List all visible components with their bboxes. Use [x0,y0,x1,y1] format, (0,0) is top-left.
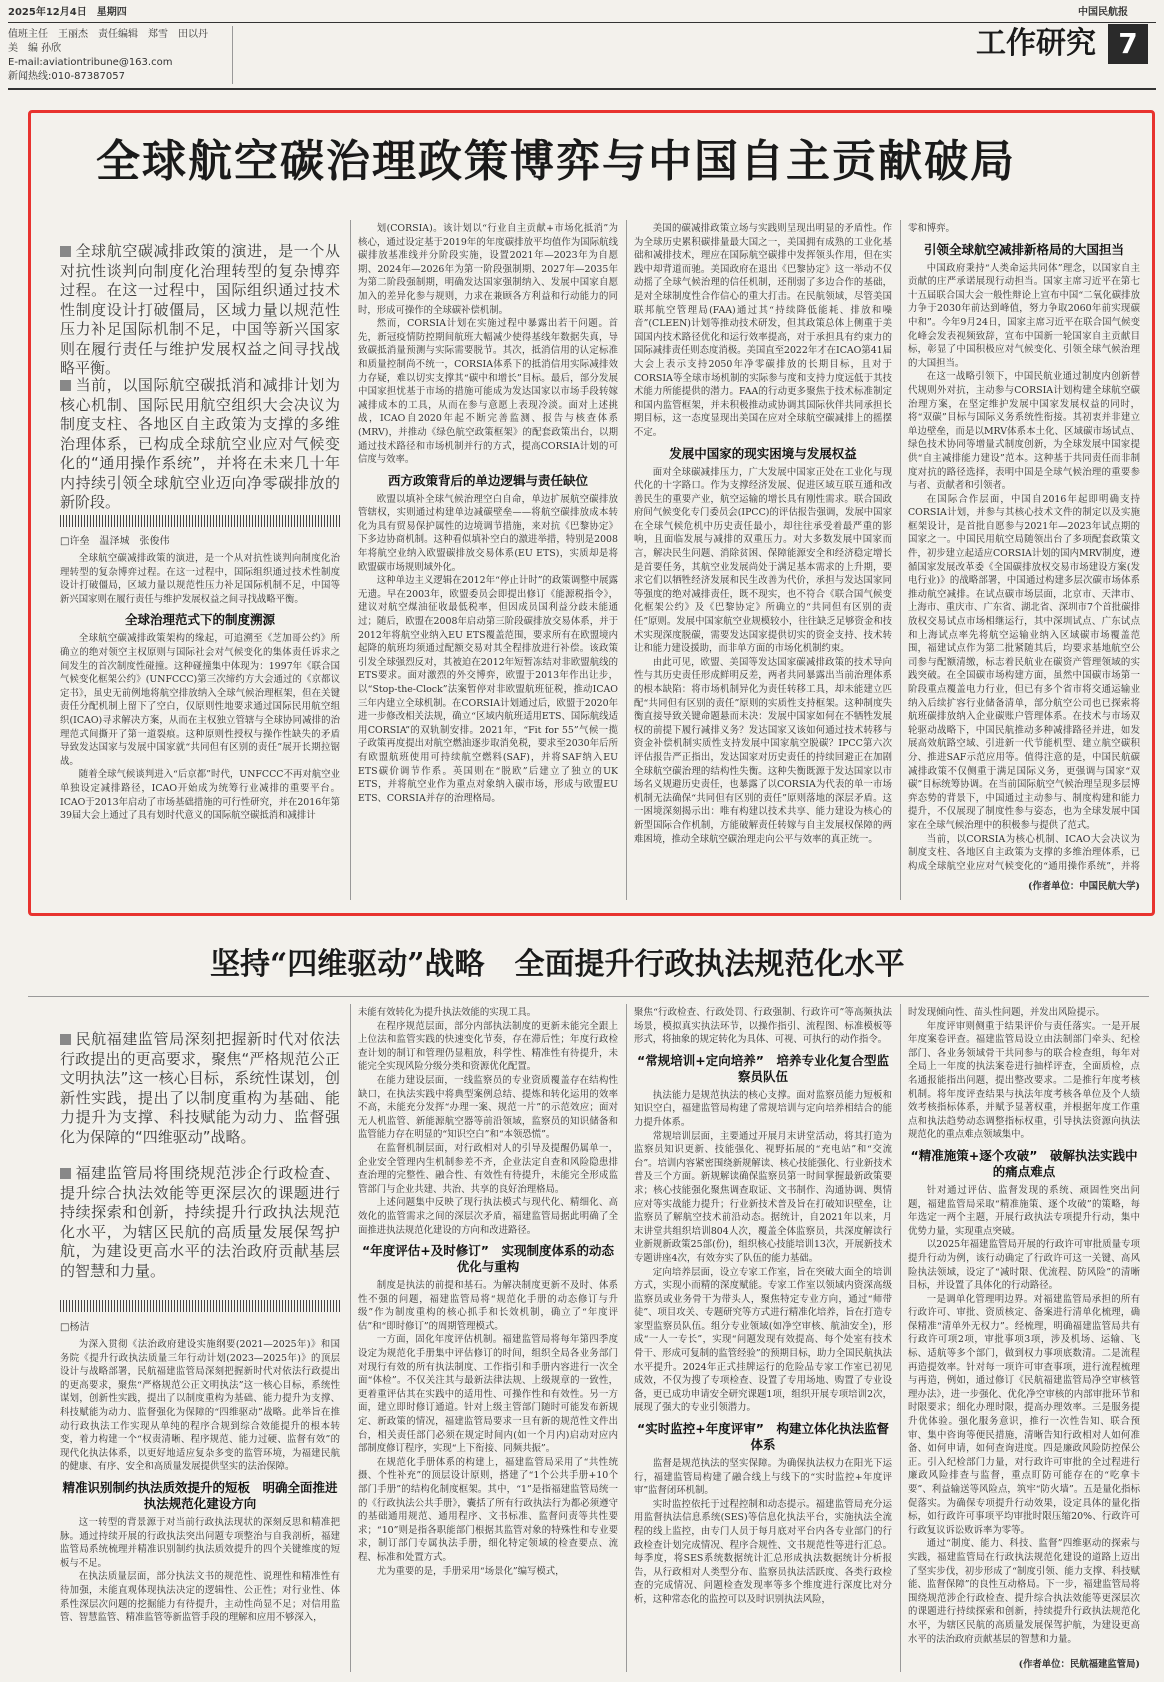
article2-lead-2: 福建监管局将围绕规范涉企行政检查、提升综合执法效能等更深层次的课题进行持续探索和创新，持续提升行政执法规范化水平，为辖区民航的高质量发展保驾护航，为建设更高水平的法治政府贡献基层的智慧和力量。 [60,1164,340,1280]
article2-subheading-1: 精准识别制约执法质效提升的短板 明确全面推进执法规范化建设方向 [62,1479,338,1511]
column-divider [900,1004,901,1672]
bullet-square-icon [60,1168,71,1179]
article2-col4-paragraph: 年度评审则侧重于结果评价与责任落实。一是开展年度案卷评查。福建监管局设立由法制部门牵头、纪检部门、各业务领域骨干共同参与的联合检查组，每年对全局上一年度的执法案卷进行抽样评查，全面质检，点名通报能指出问题，提出整改要求。二是推行年度考核机制。将年度评查结果与执法年度考核各单位及个人绩效考核指标体系，并赋予显著权重，并根据年度工作重点和执法趋势动态调整指标权重，引导执法资源向执法规范化的重点难点领域集中。 [908,1020,1140,1141]
article2-col2b-paragraph: 制度是执法的前提和基石。为解决制度更新不及时、体系性不强的问题，福建监管局将“规范化手册的动态修订与升级”作为制度重构的核心抓手和长效机制，确立了“年度评估”和“即时修订”的周期管理模式。 [358,1280,618,1332]
article2-col4b-paragraph: 以2025年福建监管局开展的行政许可审批质量专项提升行动为例，该行动确定了行政许可这一关键、高风险执法领域，设定了“减时限、优流程、防风险”的清晰目标，并设置了具体化的行动路径。 [908,1239,1140,1292]
article2-col4b-paragraph: 一是调单化管理明边界。对福建监管局承担的所有行政许可、审批、资质核定、备案进行清单化梳理，确保精准“清单外无权力”。经梳理，明确福建监管局共有行政许可项2项，审批事项3项，涉及机场、运输、飞标、适航等多个部门，做到权力事项底数清。二是流程再造提效率。针对每一项许可审查事项，进行流程梳理与再造，例如，通过修订《民航福建监管局净空审核管理办法》，进一步强化、优化净空审核的内部审批环节和时限要求；细化办理时限，提高办理效率。三是服务提升优体验。强化服务意识，推行一次性告知、联合预审、集中咨询等便民措施，清晰告知行政相对人如何准备、如何申请，如何查询进度。四是廉政风险防控保公正。引入纪检部门力量，对行政许可审批的全过程进行廉政风险排查与监督，重点盯防可能存在的“吃拿卡要”、利益输送等风险点，筑牢“防火墙”。五是量化指标促落实。为确保专项提升行动效果，设定具体的量化指标，如行政许可事项平均审批时限压缩20%、行政许可行政复议诉讼败诉率为零等。 [908,1293,1140,1536]
article2-author-bar-deco [60,1300,340,1312]
article2-col3c-paragraph: 监督是规范执法的坚实保障。为确保执法权力在阳光下运行，福建监管局构建了融合线上与线下的“实时监控+年度评审”监督闭环机制。 [634,1458,892,1497]
masthead-bottom-rule [8,88,1156,90]
column-divider [350,220,351,900]
column-divider [626,220,627,900]
article1-subheading-2: 西方政策背后的单边逻辑与责任缺位 [387,472,588,488]
article2-col4 [908,1006,1140,1656]
article1-col1 [60,552,340,894]
page-number-badge [1108,24,1148,64]
article2-subheading-3: “常规培训+定向培养” 培养专业化复合型监察员队伍 [637,1052,889,1084]
article2-col1b-paragraph: 在执法质量层面，部分执法文书的规范性、说理性和精准性有待加强，未能直观体现执法决定的逻辑性、公正性；对行业性、体系性深层次问题的挖掘能力有待提升，主动性尚显不足；对信用监管、智慧监管、精准监管等新监管手段的理解和应用不够深入， [60,1571,340,1624]
article2-col2-paragraph: 在程序规范层面，部分内部执法制度的更新未能完全跟上上位法和监管实践的快速变化节奏，存在滞后性；年度行政检查计划的制订和管理仍显粗放，科学性、精准性有待提升，未能完全实现风险分级分类和资源优化配置。 [358,1020,618,1073]
article1-col1b-paragraph: 随着全球气候谈判进入“后京都”时代，UNFCCC不再对航空业单独设定减排路径，ICAO开始成为统筹行业减排的重要平台。ICAO于2013年启动了市场基础措施的可行性研究，并在2016年第39届大会上通过了具有划时代意义的国际航空碳抵消和减排计 [60,769,340,822]
article1-col4-paragraph: 中国政府秉持“人类命运共同体”理念，以国家自主贡献的庄严承诺展现行动担当。国家主席习近平在第七十五届联合国大会一般性辩论上宣布中国“二氧化碳排放力争于2030年前达到峰值，努力争取2060年前实现碳中和”。今年9月24日，国家主席习近平在联合国气候变化峰会发表视频致辞，宣布中国新一轮国家自主贡献目标，彰显了中国积极应对气候变化、引领全球气候治理的大国担当。 [908,262,1140,369]
section-title: 工作研究 [976,26,1096,61]
article2-col2-paragraph: 在监督机制层面，对行政相对人的引导及提醒仍属单一，企业安全管理内生机制参差不齐，企业法定自查和风险隐患排查治理的完整性、融合性、有效性有待提升，未能完全形成监管部门与企业共建、共治、共享的良好治理格局。 [358,1142,618,1195]
designer-line: 美 编 孙欣 [8,43,62,54]
article1-subheading-4: 引领全球航空减排新格局的大国担当 [923,241,1124,257]
bullet-square-icon [60,1034,71,1045]
article1-col3b-paragraph: 由此可见，欧盟、美国等发达国家碳减排政策的技术导向性与其历史责任形成鲜明反差，两者共同暴露出当前治理体系的根本缺陷：将市场机制异化为责任转移工具，却未能建立匹配“共同但有区别的责任”原则的实质性支持框架。这种制度失衡直接导致关键命题悬而未决：发展中国家如何在不牺牲发展权的前提下履行减排义务？发达国家又该如何通过技术转移与资金补偿机制实质性支持发展中国家航空脱碳？IPCC第六次评估报告严正指出，发达国家对历史责任的持续回避正在加剧全球航空碳治理的结构性失衡。这种失衡既源于发达国家以市场名义规避历史责任，也暴露了以CORSIA为代表的单一市场机制无法确保“共同但有区别的责任”原则落地的深层矛盾。这一困境深刻揭示出：唯有构建以技术共享、能力建设为核心的新型国际合作机制，方能破解责任转嫁与自主发展权保障的两难困境，推动全球航空碳治理走向公平与效率的真正统一。 [634,656,892,845]
article1-affiliation: (作者单位：中国民航大学) [1028,881,1140,892]
article2-lead-1: 民航福建监管局深刻把握新时代对依法行政提出的更高要求，聚焦“严格规范公正文明执法”这一核心目标，系统性谋划，创新性实践，提出了以制度重构为基础、能力提升为支撑、科技赋能为动力、监督强化为保障的“四维驱动”战略。 [60,1030,340,1146]
article1-lead-1: 全球航空碳减排政策的演进，是一个从对抗性谈判向制度化治理转型的复杂博弈过程。在这一过程中，国际组织通过技术性制度设计打破僵局，区域力量以规范性压力补足国际机制不足，中国等新兴国家则在履行责任与维护发展权益之间寻找战略平衡。 [60,242,340,377]
article2-col3 [634,1006,892,1670]
article1-col4a-paragraph: 零和博弈。 [908,223,955,234]
article2-col4b-paragraph: 针对通过评估、监督发现的系统、顽固性突出问题，福建监管局采取“精准施策、逐个攻破”的策略，每年选定一两个主题，开展行政执法专项提升行动，集中优势力量，实现重点突破。 [908,1184,1140,1237]
article1-col2-paragraph: 划(CORSIA)。该计划以“行业自主贡献+市场化抵消”为核心，通过设定基于2019年的年度碳排放平均值作为国际航线碳排放基准线并分阶段实施，设置2021年—2023年为自愿期、2024年—2026年为第一阶段强制期、2027年—2035年为第二阶段强制期，明确发达国家强制纳入、发展中国家自愿加入的差异化参与规则，力求在兼顾各方利益和行动能力的同时，形成可操作的全球碳补偿机制。 [358,223,618,316]
article2-col2-paragraph: 在能力建设层面，一线监察员的专业资质覆盖存在结构性缺口，在执法实践中将典型案例总结、提炼和转化运用的效率不高，未能充分发挥“办理一案、规范一片”的示范效应；面对无人机监管、新能源航空器等前沿领域，监察员的知识储备和监管能力存在明显的“知识空白”和“本领恐慌”。 [358,1074,618,1141]
article1-col3-paragraph: 美国的碳减排政策立场与实践则呈现出明显的矛盾性。作为全球历史累积碳排量最大国之一，美国拥有成熟的工业化基础和减排技术，理应在国际航空碳排中发挥领头作用，但在实践中却背道而驰。美国政府在退出《巴黎协定》这一举动不仅动摇了全球气候治理的信任机制，还削弱了多边合作的基础，是对全球制度性合作信心的重大打击。在民航领域，尽管美国联邦航空管理局(FAA)通过其“持续降低能耗、排放和噪音”(CLEEN)计划等推动技术研发，但其政策总体上侧重于美国国内技术路径优化和运行效率提高，对于承担具有约束力的国际减排责任则态度消极。美国直至2022年才在ICAO第41届大会上表示支持2050年净零碳排放的长期目标，且对于CORSIA等全球市场机制的实际参与度和支持力度远低于其技术能力所能提供的潜力。FAA的行动更多聚焦于技术标准制定和国内监管框架，并未积极推动或协调其国际伙伴共同承担长期目标，这一态度显现出美国在应对全球航空碳减排上的摇摆不定。 [634,223,892,438]
article2-subheading-5: “精准施策+逐个攻破” 破解执法实践中的痛点难点 [910,1147,1138,1179]
column-divider [626,1004,627,1672]
article2-col2b-paragraph: 在规范化手册体系的构建上，福建监管局采用了“共性统摄、个性补充”的顶层设计原则，搭建了“1个公共手册+10个部门手册”的结构化制度框架。其中，“1”是指福建监管局统一的《行政执法公共手册》，囊括了所有行政执法行为都必须遵守的基础通用规范、通用程序、文书标准、监督问责等共性要求；“10”则是指各职能部门根据其监管对象的特殊性和专业要求，制订部门专属执法手册，细化特定领域的检查要点、流程、标准和处置方式。 [358,1456,618,1563]
bullet-square-icon [60,246,71,257]
paper-name: 中国民航报 [1078,7,1128,18]
contact-email: E-mail:aviationtribune@163.com [8,57,173,68]
masthead-rule [8,22,1156,23]
news-hotline: 新闻热线:010-87387057 [8,71,125,82]
article2-col3b-paragraph: 定向培养层面，设立专家工作室，旨在突破大面全的培训方式，实现小而精的深度赋能。专家工作室以领域内资深高级监察员或业务骨干为带头人，聚焦特定专业方向，通过“师带徒”、项目攻关、专题研究等方式进行精准化培养，旨在打造专家型监察员队伍。组分专业领域(如净空审核、航油安全)，形成“一人一专长”，实现“问题发现有效提高、每个处室有技术骨干、形成可复制的监管经验”的预期目标，助力全国民航执法水平提升。2024年正式挂牌运行的危险品专家工作室已初见成效，不仅为搜了专项检查、设置了专用场地、购置了专业设备，更已成功申请安全研究课题1项，组织开展专项培训2次，展现了强大的专业引领潜力。 [634,1266,892,1414]
article1-col2b-paragraph: 欧盟以填补全球气候治理空白自命，单边扩展航空碳排放管辖权，实则通过构建单边减碳壁垒——将航空碳排放成本转化为具有贸易保护属性的边境调节措施，来对抗《巴黎协定》下多边协商机制。这种看似填补空白的激进举措，特别是2008年将航空业纳入欧盟碳排放交易体系(EU ETS)，实质却是将欧盟碳市场规则域外化。 [358,493,618,573]
article2-title: 坚持“四维驱动”战略 全面提升行政执法规范化水平 [210,947,905,982]
article2-col3b-paragraph: 常规培训层面，主要通过开展月末讲堂活动，将其打造为监察员知识更新、技能强化、视野拓展的“充电站”和“交流台”。培训内容紧密围绕新规解读、核心技能强化、行业新技术普及三个方面。新规解读确保监察员第一时间掌握最新政策要求；核心技能强化聚焦调查取证、文书制作、沟通协调、舆情应对等实战能力提升；行业新技术普及旨在打破知识壁垒，让监察员了解航空技术前沿动态。据统计，自2021年以来，月末讲堂共组织培训804人次，覆盖全体监察员，共深度解读行业新规新政策25部(份)，组织核心技能培训13次，开展新技术专题讲座4次，有效夯实了队伍的能力基础。 [634,1130,892,1264]
article2-col1-paragraph: 为深入贯彻《法治政府建设实施纲要(2021—2025年)》和国务院《提升行政执法质量三年行动计划(2023—2025年)》的顶层设计与战略部署，民航福建监管局深刻把握新时代对依法行政提出的更高要求，聚焦“严格规范公正文明执法”这一核心目标，系统性谋划，创新性实践，提出了以制度重构为基础、能力提升为支撑、科技赋能为动力、监督强化为保障的“四维驱动”战略。此举旨在推动行政执法工作实现从单纯的程序合规到综合效能提升的根本转变，着力构建一个“权责清晰、程序规范、能力过硬、监督有效”的现代化执法体系，以更好地适应复杂多变的监管环境，为福建民航的健康、有序、安全和高质量发展提供坚实的法治保障。 [60,1339,340,1473]
article2-col4b-paragraph: 通过“制度、能力、科技、监督”四维驱动的探索与实践，福建监管局在行政执法规范化建设的道路上迈出了坚实步伐，初步形成了“制度引领、能力支撑、科技赋能、监督保障”的良性互动格局。下一步，福建监管局将围绕规范涉企行政检查、提升综合执法效能等更深层次的课题进行持续探索和创新，持续提升行政执法规范化水平，为辖区民航的高质量发展保驾护航，为建设更高水平的法治政府贡献基层的智慧和力量。 [908,1538,1140,1645]
article2-col2b-paragraph: 一方面，固化年度评估机制。福建监管局将每年第四季度设定为规范化手册集中评估修订的时间，组织全局各业务部门对现行有效的所有执法制度、工作指引和手册内容进行一次全面“体检”。不仅关注其与最新法律法规、上级规章的一致性，更着重评估其在实践中的适用性、可操作性和有效性。另一方面，建立即时修订通道。针对上级主管部门随时可能发布新规定、新政策的情况，福建监管局要求一旦有新的规范性文件出台，相关责任部门必须在规定时间内(如一个月内)启动对应内部制度修订程序，实现“上下衔接、同频共振”。 [358,1334,618,1455]
article2-col3b-paragraph: 执法能力是规范执法的核心支撑。面对监察员能力短板和知识空白，福建监管局构建了常规培训与定向培养相结合的能力提升体系。 [634,1089,892,1128]
article2-col2-paragraph: 未能有效转化为提升执法效能的实现工具。 [358,1007,537,1018]
column-divider [350,1004,351,1672]
article2-col2 [358,1006,618,1670]
article1-col1b-paragraph: 全球航空碳减排政策架构的缘起，可追溯至《芝加哥公约》所确立的绝对领空主权原则与国际社会对气候变化的集体责任诉求之间发生的首次制度性碰撞。这种碰撞集中体现为：1997年《联合国气候变化框架公约》(UNFCCC)第三次缔约方大会通过的《京都议定书》，虽史无前例地将航空排放纳入全球气候治理框架，但在关键责任分配机制上留下了空白，仅原则性地要求通过国际民用航空组织(ICAO)寻求解决方案，从而在主权独立管辖与全球协同减排的治理范式间撕开了第一道裂痕。这种原则性授权与操作性缺失的矛盾导致发达国家与发展中国家就“共同但有区别的责任”展开长期拉锯战。 [60,633,340,767]
article1-col3b-paragraph: 面对全球碳减排压力，广大发展中国家正处在工业化与现代化的十字路口。作为支撑经济发展、促进区域互联互通和改善民生的重要产业，航空运输的增长具有刚性需求。联合国政府间气候变化专门委员会(IPCC)的评估报告强调，发展中国家在全球气候危机中历史责任最小，却往往承受着最严重的影响，且面临发展与减排的双重压力。对大多数发展中国家而言，解决民生问题、消除贫困、保障能源安全和经济稳定增长是首要任务，其航空业发展尚处于满足基本需求的上升期，要求它们以牺牲经济发展和民生改善为代价，承担与发达国家同等强度的绝对减排责任，既不现实，也不符合《联合国气候变化框架公约》及《巴黎协定》所确立的“共同但有区别的责任”原则。发展中国家航空业规模较小，往往缺乏足够资金和技术实现深度脱碳，需要发达国家提供切实的资金支持、技术转让和能力建设援助，而非单方面的市场化机制约束。 [634,466,892,655]
article1-authors: □许垒 温泽城 张俊伟 [60,536,170,547]
article2-subheading-2: “年度评估+及时修订” 实现制度体系的动态优化与重构 [362,1243,614,1275]
article2-col2-paragraph: 上述问题集中反映了现行执法模式与现代化、精细化、高效化的监管需求之间的深层次矛盾，福建监管局据此明确了全面推进执法规范化建设的方向和改进路径。 [358,1197,618,1236]
article1-subheading-3: 发展中国家的现实困境与发展权益 [669,445,857,461]
article1-col4-paragraph: 在国际合作层面，中国自2016年起即明确支持CORSIA计划，并参与其核心技术文件的制定以及实施框架设计，是首批自愿参与2021年—2023年试点期的国家之一。中国民用航空局随领出台了多项配套政策文件，初步建立起适应CORSIA计划的国内MRV制度，遵循国家发展改革委《全国碳排放权交易市场建设方案(发电行业)》的战略部署，中国通过构建多层次碳市场体系推动航空减排。在试点碳市场层面，北京市、天津市、上海市、重庆市、广东省、湖北省、深圳市7个首批碳排放权交易试点市场相继运行，其中深圳试点、广东试点和上海试点率先将航空运输业纳入区域碳市场覆盖范围，福建试点作为第二批紧随其后，均要求基地航空公司参与配额清缴，标志着民航业在碳资产管理领域的实践突破。在全国碳市场构建方面，虽然中国碳市场第一阶段重点覆盖电力行业，但已有多个省市将交通运输业纳入后续扩容行业储备清单，部分航空公司也已探索将航班碳排放纳入企业碳账户管理体系。在技术与市场双轮驱动战略下，中国民航推动多种减排路径并进，如发展高效航路空域、引进新一代节能机型、建立航空碳积分、推进SAF示范应用等。值得注意的是，中国民航碳减排政策不仅侧重于满足国际义务，更强调与国家“双碳”目标统筹协调。在当前国际航空气候治理呈现多层博弈态势的背景下，中国通过主动参与、制度构建和能力提升，不仅展现了制度性参与姿态，也为全球发展中国家在全球气候治理中的积极参与提供了范式。 [908,493,1140,831]
page-number: 7 [1118,27,1138,60]
article1-col2b-paragraph: 这种单边主义逻辑在2012年“停止计时”的政策调整中展露无遗。早在2003年，欧盟委员会即提出修订《能源税指令》，建议对航空煤油征收最低税率，但因成员国利益分歧未能通过；随后，欧盟在2008年启动第三阶段碳排放交易体系，并于2012年将航空业纳入EU ETS覆盖范围，要求所有在欧盟境内起降的航班均须通过配额交易对其全程排放进行补偿。该政策引发全球强烈反对，其被迫在2012年短暂冻结对非欧盟航线的ETS要求。面对激烈的外交博弈，欧盟于2013年作出让步，以“Stop-the-Clock”法案暂停对非欧盟航班征税，推动ICAO三年内建立全球机制。在CORSIA计划通过后，欧盟于2020年进一步修改相关法规，确立“区域内航班适用ETS、国际航线适用CORSIA”的双轨制安排。2021年，“Fit for 55”气候一揽子政策再度提出对航空燃油逐步取消免税，要求至2030年后所有欧盟航班使用可持续航空燃料(SAF)，并将SAF纳入EU ETS碳价调节作系。英国则在“脱欧”后建立了独立的UK ETS，并将航空业作为重点对象纳入碳市场，形成与欧盟EU ETS、CORSIA并存的治理格局。 [358,575,618,804]
issue-date: 2025年12月4日 星期四 [8,7,127,18]
article2-title-rule [28,996,1149,997]
article1-col4 [908,222,1140,872]
article2-authors: □杨洁 [60,1322,90,1333]
article2-col2b-paragraph: 尤为重要的是，手册采用“场景化”编写模式， [376,1565,565,1577]
article1-col4-paragraph: 当前，以CORSIA为核心机制、ICAO大会决议为制度支柱、各地区自主政策为支撑的多维治理体系，已构成全球航空业应对气候变化的“通用操作系统”，并将 [908,833,1140,872]
article2-affiliation: (作者单位：民航福建监管局) [1018,1659,1140,1670]
article1-lead-2: 当前，以国际航空碳抵消和减排计划为核心机制、国际民用航空组织大会决议为制度支柱、各地区自主政策为支撑的多维治理体系，已构成全球航空业应对气候变化的“通用操作系统”，并将在未来几十年内持续引领全球航空业迈向净零碳排放的新阶段。 [60,376,340,511]
bullet-square-icon [60,380,71,391]
article1-subheading-1: 全球治理范式下的制度溯源 [124,612,275,628]
article2-col3-paragraph: 聚焦“行政检查、行政处罚、行政强制、行政许可”等高频执法场景，模拟真实执法环节，以操作指引、流程图、标准模板等形式，将抽象的规定转化为具体、可视、可执行的动作指令。 [634,1007,892,1046]
article1-col4-paragraph: 在这一战略引领下，中国民航业通过制度内创新替代规则外对抗，主动参与CORSIA计划构建全球航空碳治理方案，在坚定维护发展中国家发展权益的同时，将“双碳”目标与国际义务系统性衔接。其初衷并非建立单边壁垒，而是以MRV体系本土化、区域碳市场试点、绿色技术协同等增量式制度创新，为全球发展中国家提供“自主减排能力建设”范本。这种基于共同责任而非制度对抗的路径选择，表明中国是全球气候治理的重要参与者、贡献者和引领者。 [908,371,1140,492]
article1-col1-paragraph: 全球航空碳减排政策的演进，是一个从对抗性谈判向制度化治理转型的复杂博弈过程。在这一过程中，国际组织通过技术性制度设计打破僵局，区域力量以规范性压力补足国际机制不足，中国等新兴国家则在履行责任与维护发展权益之间寻找战略平衡。 [60,553,340,605]
article1-title: 全球航空碳治理政策博弈与中国自主贡献破局 [96,136,1016,187]
column-divider [900,220,901,900]
editors-line: 值班主任 王丽杰 责任编辑 郑雪 田以丹 [8,29,208,40]
article2-subheading-4: “实时监控+年度评审” 构建立体化执法监督体系 [637,1421,889,1453]
article1-author-bar-deco [60,515,340,527]
article2-col1 [60,1338,340,1670]
article1-col2 [358,222,618,894]
article2-col3c-paragraph: 实时监控依托于过程控制和动态提示。福建监管局充分运用监督执法信息系统(SES)等信息化执法平台，实施执法全流程的线上监控，由专门人员于每月底对平台内各专业部门的行政检查计划完成情况、程序合规性、文书规范性等进行汇总。每季度，将SES系统数据统计汇总形成执法数据统计分析报告，从行政相对人类型分布、监察员执法活跃度、各类行政检查的完成情况、问题检查发现率等多个维度进行深度比对分析，这种常态化的监控可以及时识别执法风险， [634,1498,892,1605]
article2-col4-paragraph: 时发现倾向性、苗头性问题，并发出风险提示。 [908,1007,1105,1018]
article1-col3 [634,222,892,894]
article1-col2-paragraph: 然而，CORSIA计划在实施过程中暴露出若干问题。首先，新冠疫情防控期间航班大幅减少使得基线年数据失真，导致碳抵消量预测与实际需要脱节。其次，抵消信用的认定标准和质量控制尚不统一，CORSIA体系下的抵消信用实际减排效力存疑，难以切实支撑其“碳中和增长”目标。最后，部分发展中国家担忧基于市场的措施可能成为发达国家以市场手段转嫁减排成本的工具，从而在参与意愿上表现冷淡。面对上述挑战，ICAO自2020年起不断完善监测、报告与核查体系(MRV)，并推动《绿色航空政策框架》的配套政策出台，以期通过技术路径和市场机制并行的方式，提高CORSIA计划的可信度与效率。 [358,318,618,466]
article2-col1b-paragraph: 这一转型的背景源于对当前行政执法现状的深刻反思和精准把脉。通过持续开展的行政执法突出问题专项整治与自我剖析，福建监管局系统梳理并精准识别制约执法质效提升的四个关键维度的短板与不足。 [60,1516,340,1569]
masthead-divider [232,26,233,84]
